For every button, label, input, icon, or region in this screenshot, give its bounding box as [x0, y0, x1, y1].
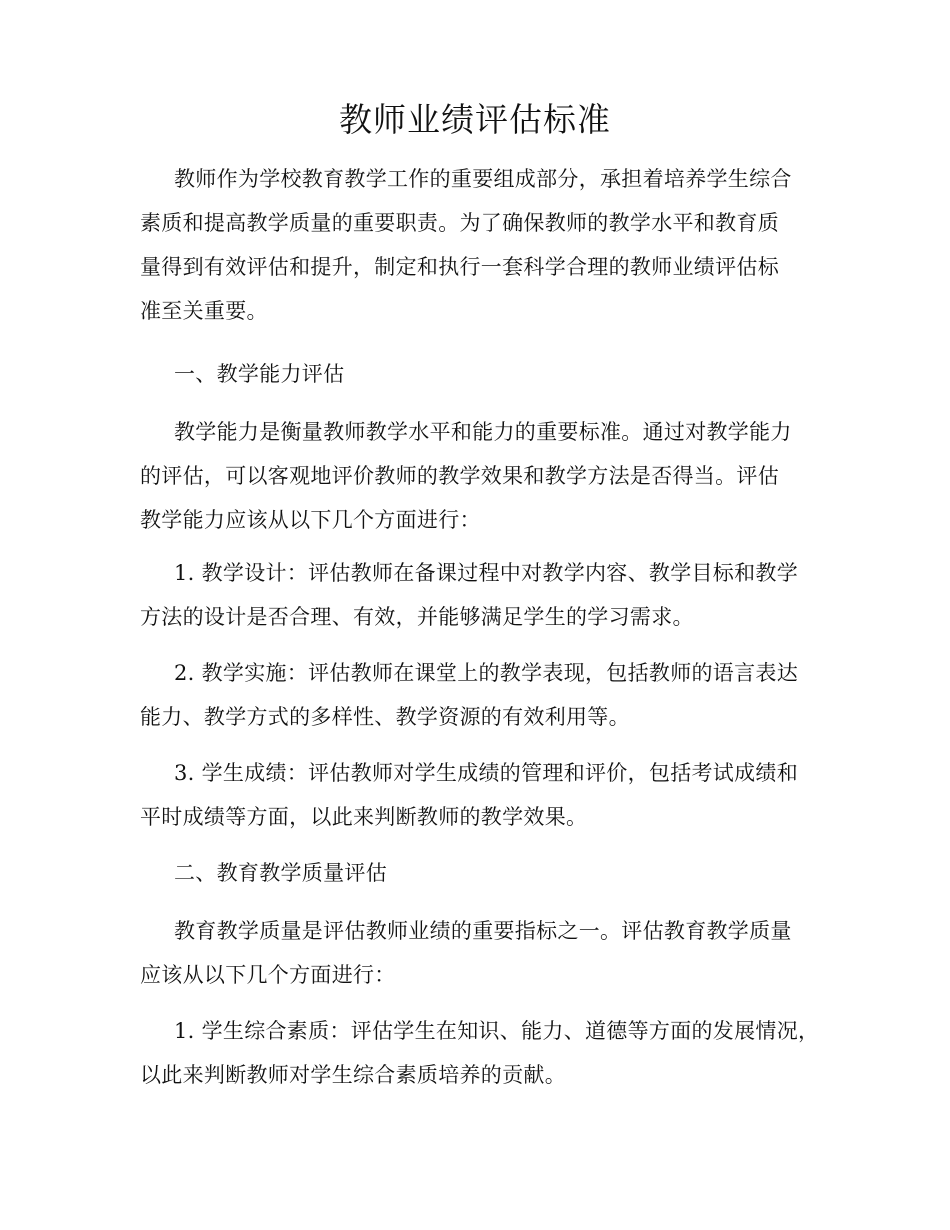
text-line: 2. 教学实施：评估教师在课堂上的教学表现，包括教师的语言表达: [174, 661, 799, 685]
list-item-teaching-design: [140, 551, 820, 639]
text-line: 以此来判断教师对学生综合素质培养的贡献。: [140, 1063, 566, 1087]
section-heading: 一、教学能力评估: [174, 362, 345, 386]
text-line: 平时成绩等方面，以此来判断教师的教学效果。: [140, 805, 588, 829]
text-line: 教师作为学校教育教学工作的重要组成部分，承担着培养学生综合: [174, 167, 792, 191]
teaching-ability-paragraph: [140, 410, 820, 542]
text-line: 准至关重要。: [140, 299, 268, 323]
text-line: 1. 教学设计：评估教师在备课过程中对教学内容、教学目标和教学: [174, 561, 799, 585]
text-line: 教学能力是衡量教师教学水平和能力的重要标准。通过对教学能力: [174, 420, 792, 444]
list-item-teaching-implementation: [140, 651, 820, 739]
text-line: 教学能力应该从以下几个方面进行：: [140, 508, 481, 532]
text-line: 教育教学质量是评估教师业绩的重要指标之一。评估教育教学质量: [174, 919, 792, 943]
text-line: 素质和提高教学质量的重要职责。为了确保教师的教学水平和教育质: [140, 211, 779, 235]
text-line: 的评估，可以客观地评价教师的教学效果和教学方法是否得当。评估: [140, 464, 779, 488]
list-item-student-quality: [140, 1009, 820, 1097]
text-line: 1. 学生综合素质：评估学生在知识、能力、道德等方面的发展情况，: [174, 1019, 820, 1043]
section-heading: 二、教育教学质量评估: [174, 861, 387, 885]
text-line: 3. 学生成绩：评估教师对学生成绩的管理和评价，包括考试成绩和: [174, 761, 799, 785]
section-heading-teaching-ability: [140, 352, 820, 396]
document-title: 教师业绩评估标准: [339, 100, 611, 139]
text-line: 应该从以下几个方面进行：: [140, 963, 396, 987]
text-line: 方法的设计是否合理、有效，并能够满足学生的学习需求。: [140, 605, 694, 629]
list-item-student-grades: [140, 751, 820, 839]
text-line: 量得到有效评估和提升，制定和执行一套科学合理的教师业绩评估标: [140, 255, 779, 279]
text-line: 能力、教学方式的多样性、教学资源的有效利用等。: [140, 705, 630, 729]
teaching-quality-paragraph: [140, 909, 820, 997]
intro-paragraph: [140, 157, 820, 333]
section-heading-teaching-quality: [140, 851, 820, 895]
